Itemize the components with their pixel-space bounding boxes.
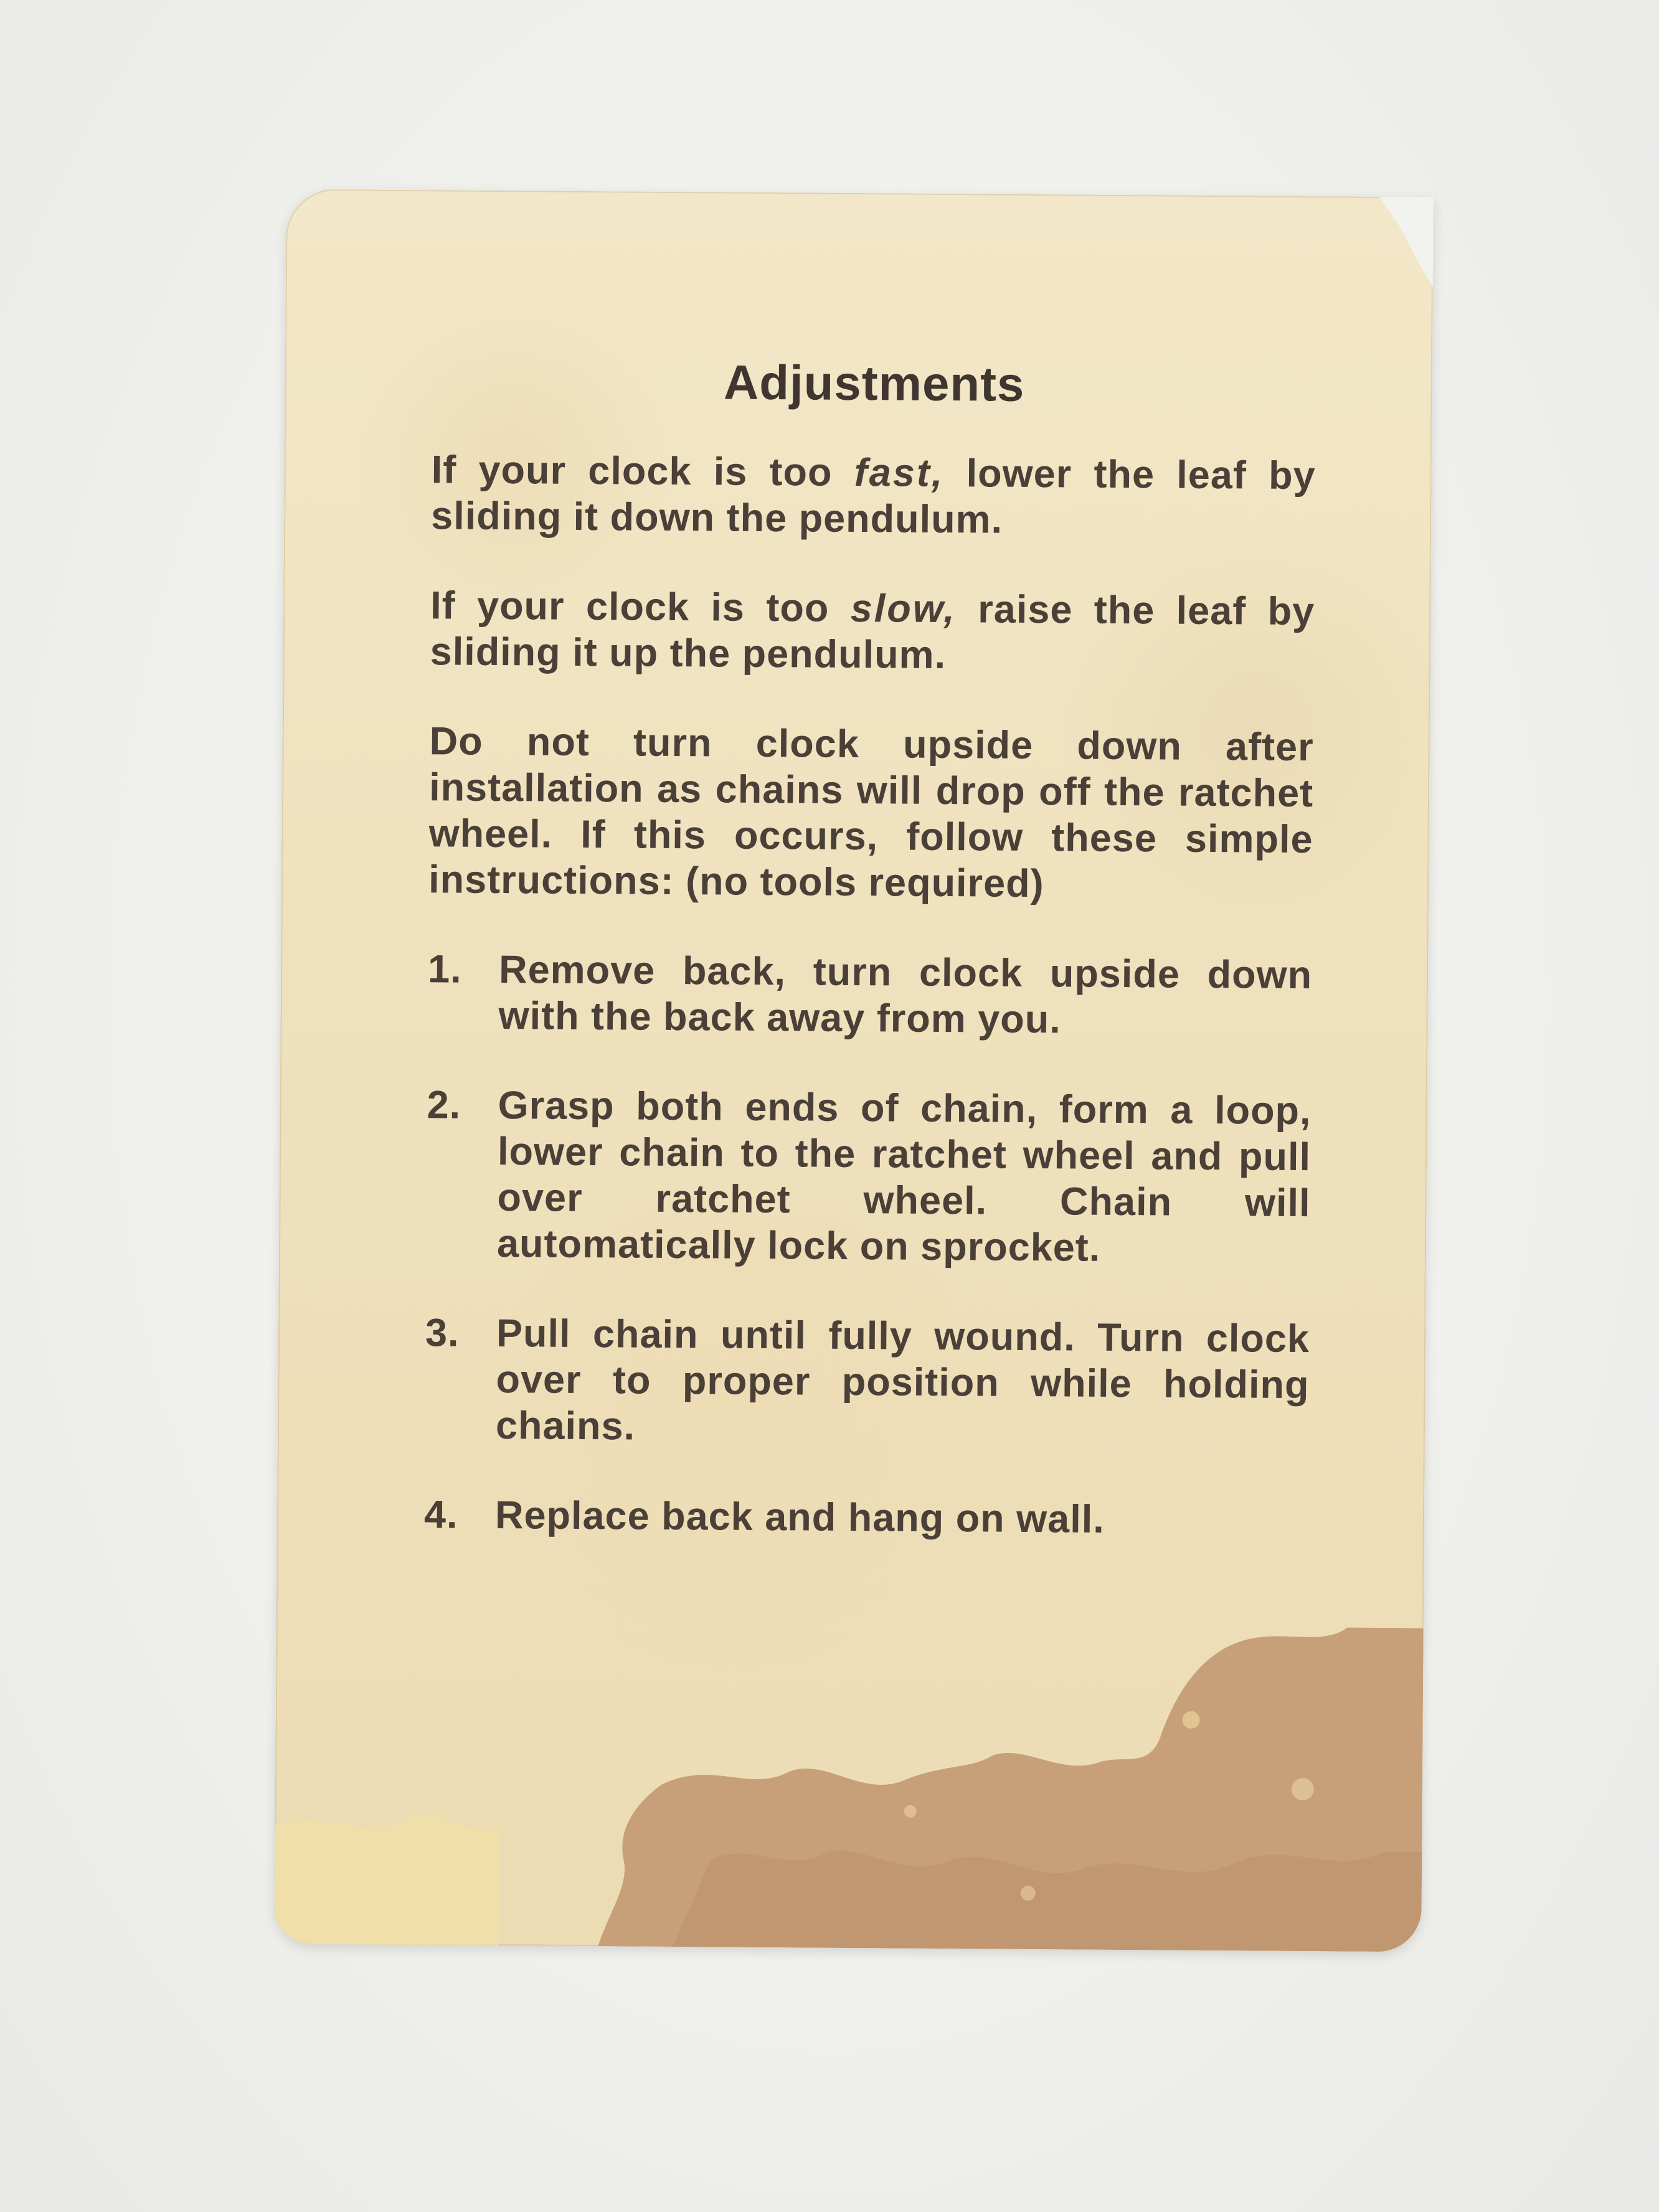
paragraph-slow — [430, 582, 1315, 681]
step-number: 2. — [427, 1083, 461, 1127]
paragraph-fast-after: lower the leaf by sliding it down the pendulum. — [430, 451, 1316, 542]
instruction-card — [274, 189, 1434, 1952]
paragraph-slow-emphasis: slow, — [850, 586, 957, 631]
paragraph-slow-after: raise the leaf by sliding it up the pendulum. — [430, 587, 1315, 678]
water-damage-stain — [274, 1620, 1424, 1952]
paragraph-fast-before: If your clock is too — [431, 448, 855, 494]
paragraph-fast — [431, 447, 1316, 545]
paragraph-warning: Do not turn clock upside down after installation as chains will drop off the ratchet wheel. If this occurs, follow these simple instructions: (no tools required) — [428, 719, 1314, 906]
step-number: 3. — [425, 1311, 460, 1355]
step-text: Pull chain until fully wound. Turn clock over to proper position while holding chains. — [495, 1312, 1310, 1449]
step-text: Replace back and hang on wall. — [494, 1493, 1105, 1541]
step-item — [427, 946, 1312, 1044]
step-item — [425, 1310, 1310, 1454]
paragraph-slow-before: If your clock is too — [430, 584, 851, 630]
step-text: Remove back, turn clock upside down with the back away from you. — [498, 948, 1313, 1042]
step-number: 4. — [423, 1493, 458, 1537]
step-item — [426, 1082, 1312, 1272]
step-number: 1. — [427, 947, 462, 991]
torn-corner — [1378, 196, 1434, 290]
card-text — [423, 352, 1316, 1587]
card-title: Adjustments — [723, 354, 1025, 412]
steps-list — [424, 946, 1313, 1544]
step-item — [424, 1491, 1308, 1544]
paragraph-fast-emphasis: fast, — [854, 450, 945, 495]
step-text: Grasp both ends of chain, form a loop, lower chain to the ratchet wheel and pull over ratchet wheel. Chain will automatically lock on sprocket. — [496, 1084, 1312, 1270]
